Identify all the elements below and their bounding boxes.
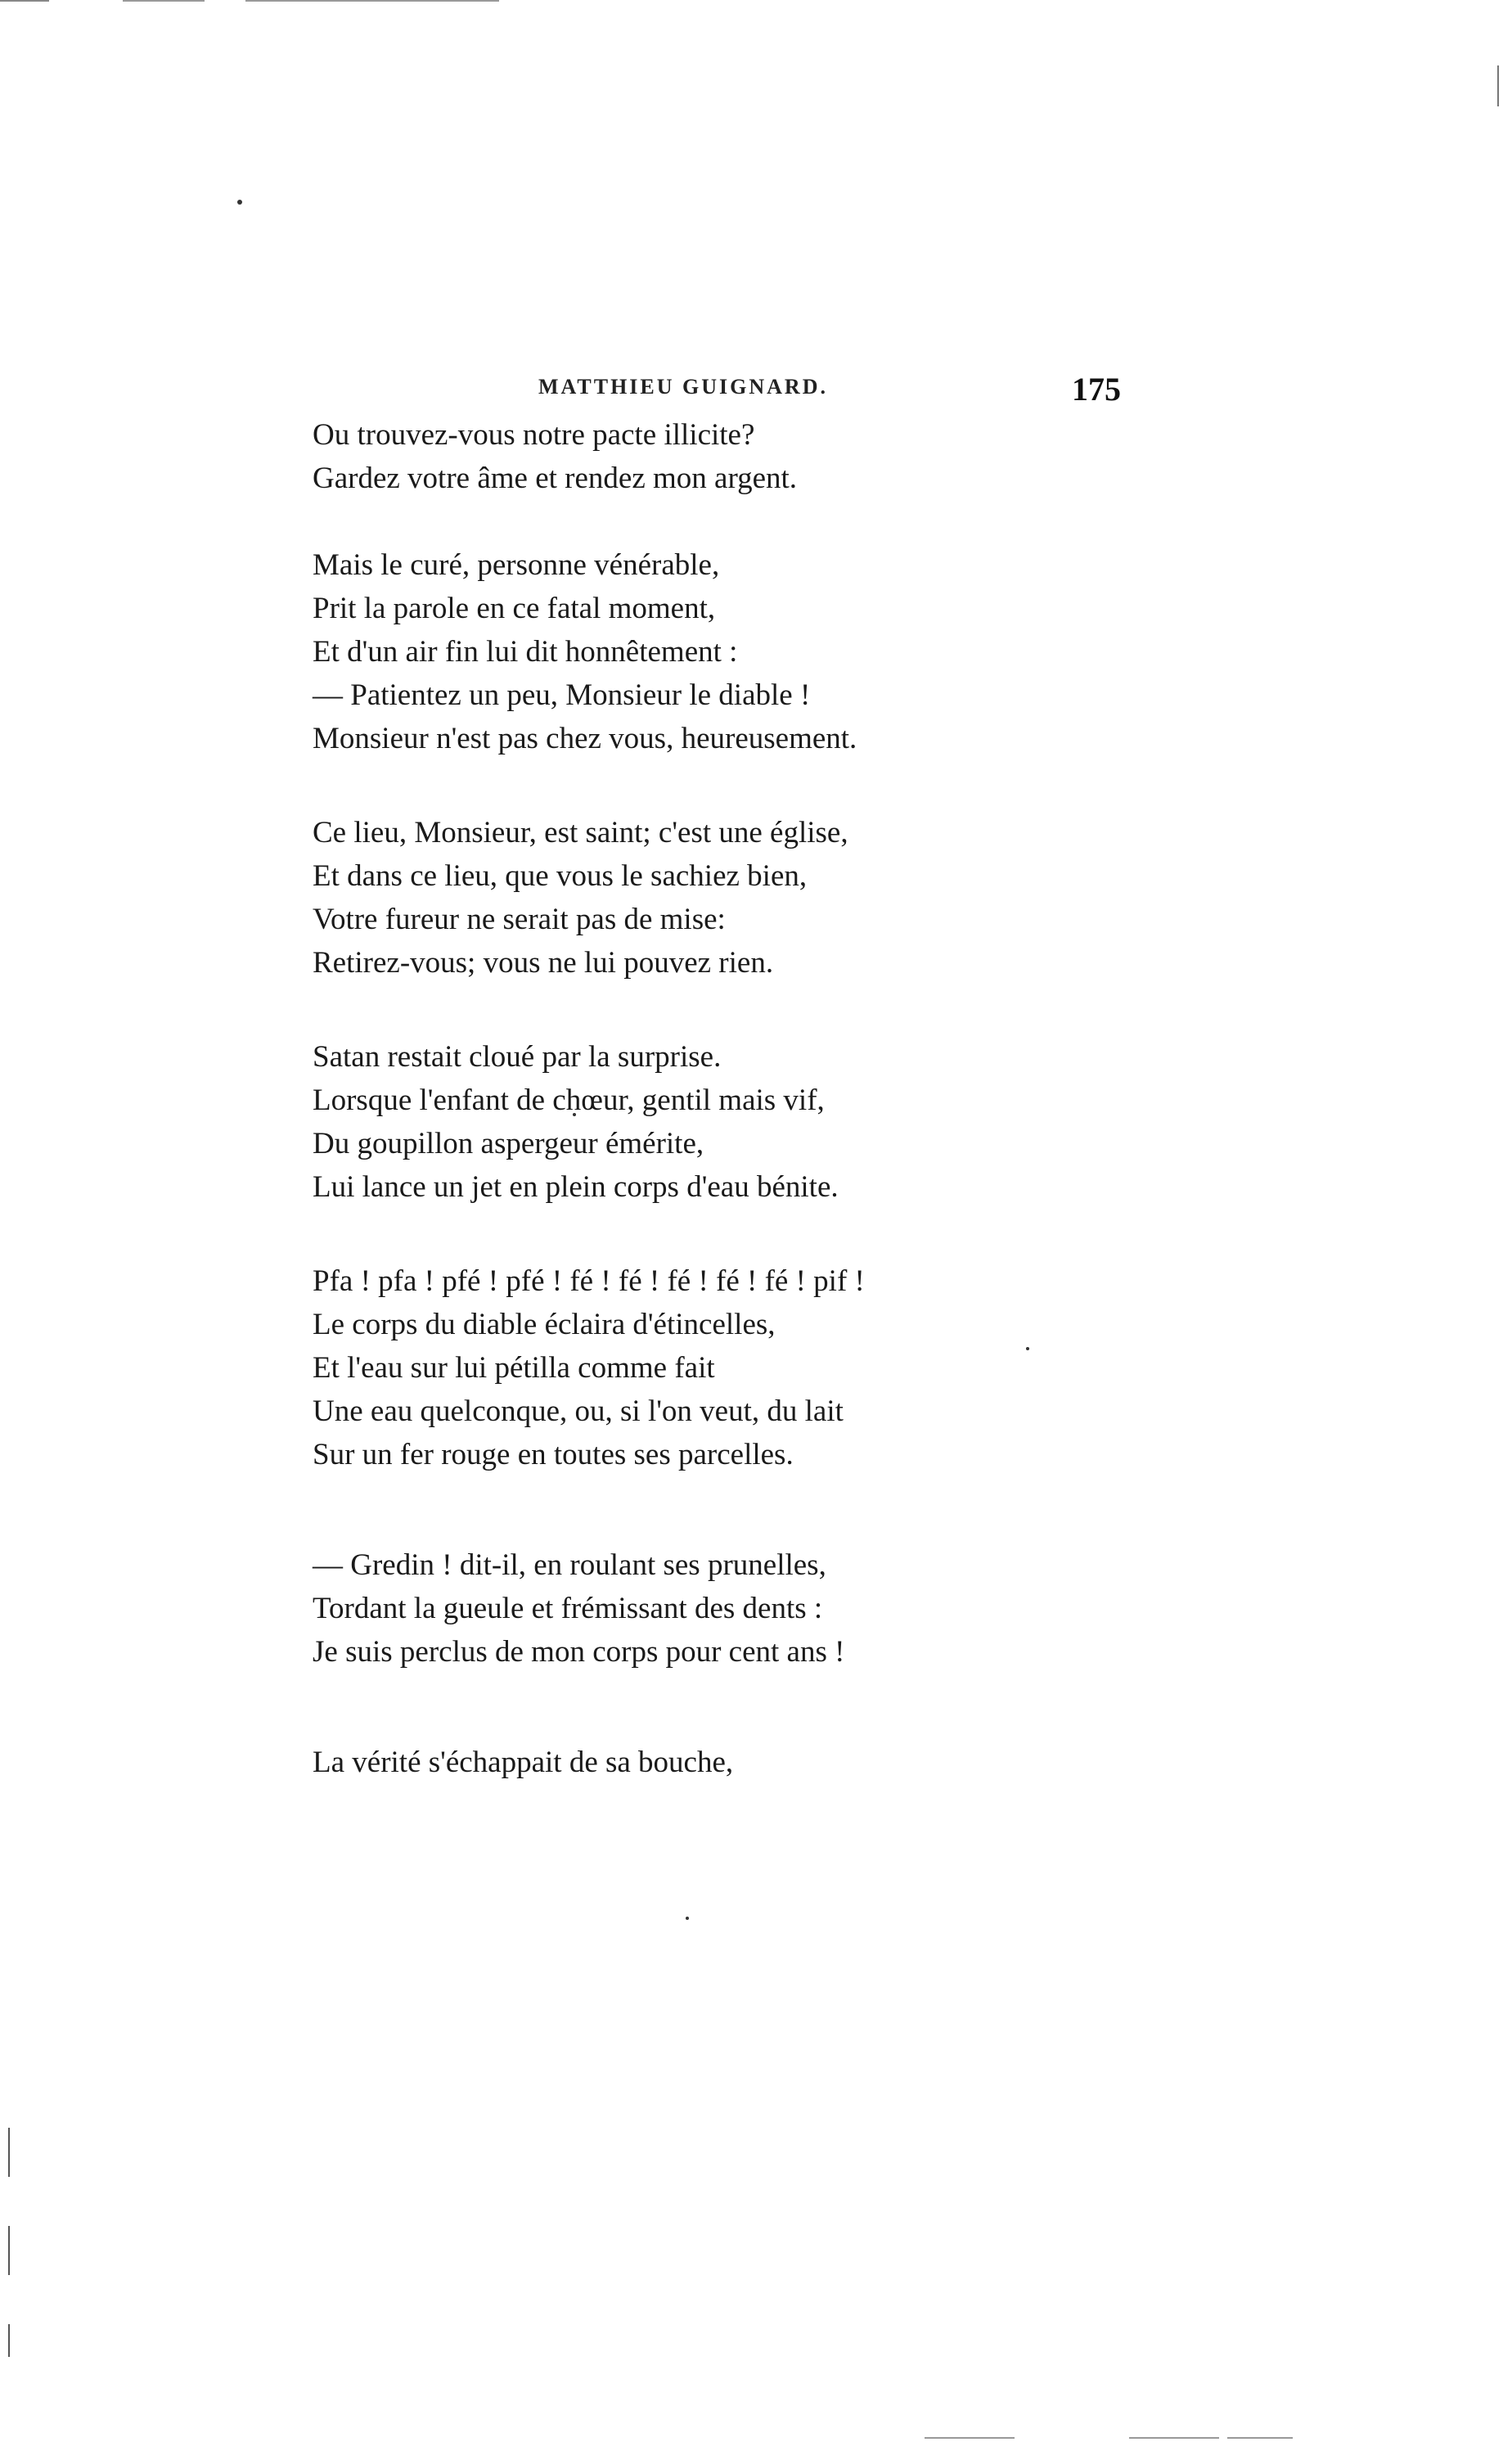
running-head	[311, 370, 1129, 411]
verse-line: Je suis perclus de mon corps pour cent ans !	[313, 1635, 845, 1669]
scan-edge-mark	[1227, 2437, 1293, 2439]
stanza-gap	[313, 1674, 1213, 1741]
verse-line: Et d'un air fin lui dit honnêtement :	[313, 635, 738, 669]
scan-edge-mark	[8, 2324, 10, 2357]
scan-edge-mark	[123, 0, 205, 2]
verse-line: Lui lance un jet en plein corps d'eau bénite.	[313, 1170, 839, 1204]
verse-line: Retirez-vous; vous ne lui pouvez rien.	[313, 946, 774, 980]
verse-line: Votre fureur ne serait pas de mise:	[313, 903, 726, 936]
scan-speck	[237, 200, 242, 205]
verse-line: — Gredin ! dit-il, en roulant ses prunelles,	[313, 1548, 826, 1582]
verse-line: Et dans ce lieu, que vous le sachiez bien,	[313, 859, 808, 893]
stanza-gap	[313, 500, 1213, 543]
verse-line: Prit la parole en ce fatal moment,	[313, 592, 716, 625]
scan-edge-mark	[8, 2226, 10, 2275]
stanza-gap	[313, 760, 1213, 811]
stanza	[313, 811, 1213, 984]
stanza-gap	[313, 1476, 1213, 1543]
stanza	[313, 1259, 1213, 1476]
stanza-gap	[313, 1209, 1213, 1259]
verse-line: Mais le curé, personne vénérable,	[313, 548, 720, 582]
stanza	[313, 413, 1213, 500]
verse-line: Le corps du diable éclaira d'étincelles,	[313, 1308, 776, 1341]
verse-line: Du goupillon aspergeur émérite,	[313, 1127, 704, 1160]
verse-line: — Patientez un peu, Monsieur le diable !	[313, 678, 811, 712]
scan-edge-mark	[1129, 2437, 1219, 2439]
poem-body	[313, 413, 1213, 1784]
running-title: MATTHIEU GUIGNARD.	[538, 375, 828, 399]
verse-line: Monsieur n'est pas chez vous, heureusement.	[313, 722, 857, 755]
verse-line: Tordant la gueule et frémissant des dents :	[313, 1592, 823, 1625]
stanza	[313, 1035, 1213, 1209]
stanza	[313, 1543, 1213, 1674]
verse-line: La vérité s'échappait de sa bouche,	[313, 1746, 734, 1779]
page-number: 175	[1072, 371, 1121, 408]
verse-line: Ou trouvez-vous notre pacte illicite?	[313, 418, 755, 452]
scan-speck	[686, 1917, 689, 1920]
stanza	[313, 543, 1213, 760]
verse-line: Sur un fer rouge en toutes ses parcelles.	[313, 1438, 794, 1471]
verse-line: Gardez votre âme et rendez mon argent.	[313, 462, 798, 495]
verse-line: Satan restait cloué par la surprise.	[313, 1040, 722, 1074]
verse-line: Lorsque l'enfant de chœur, gentil mais vif,	[313, 1084, 825, 1117]
verse-line: Une eau quelconque, ou, si l'on veut, du lait	[313, 1394, 844, 1428]
scan-edge-mark	[8, 2128, 10, 2177]
verse-line: Et l'eau sur lui pétilla comme fait	[313, 1351, 715, 1385]
scan-edge-mark	[0, 0, 49, 2]
verse-line: Ce lieu, Monsieur, est saint; c'est une église,	[313, 816, 848, 849]
scan-edge-mark	[245, 0, 499, 2]
stanza-gap	[313, 984, 1213, 1035]
scan-edge-mark	[925, 2437, 1015, 2439]
scan-edge-mark	[1497, 65, 1499, 106]
stanza	[313, 1741, 1213, 1784]
verse-line: Pfa ! pfa ! pfé ! pfé ! fé ! fé ! fé ! fé ! fé ! pif !	[313, 1264, 865, 1298]
